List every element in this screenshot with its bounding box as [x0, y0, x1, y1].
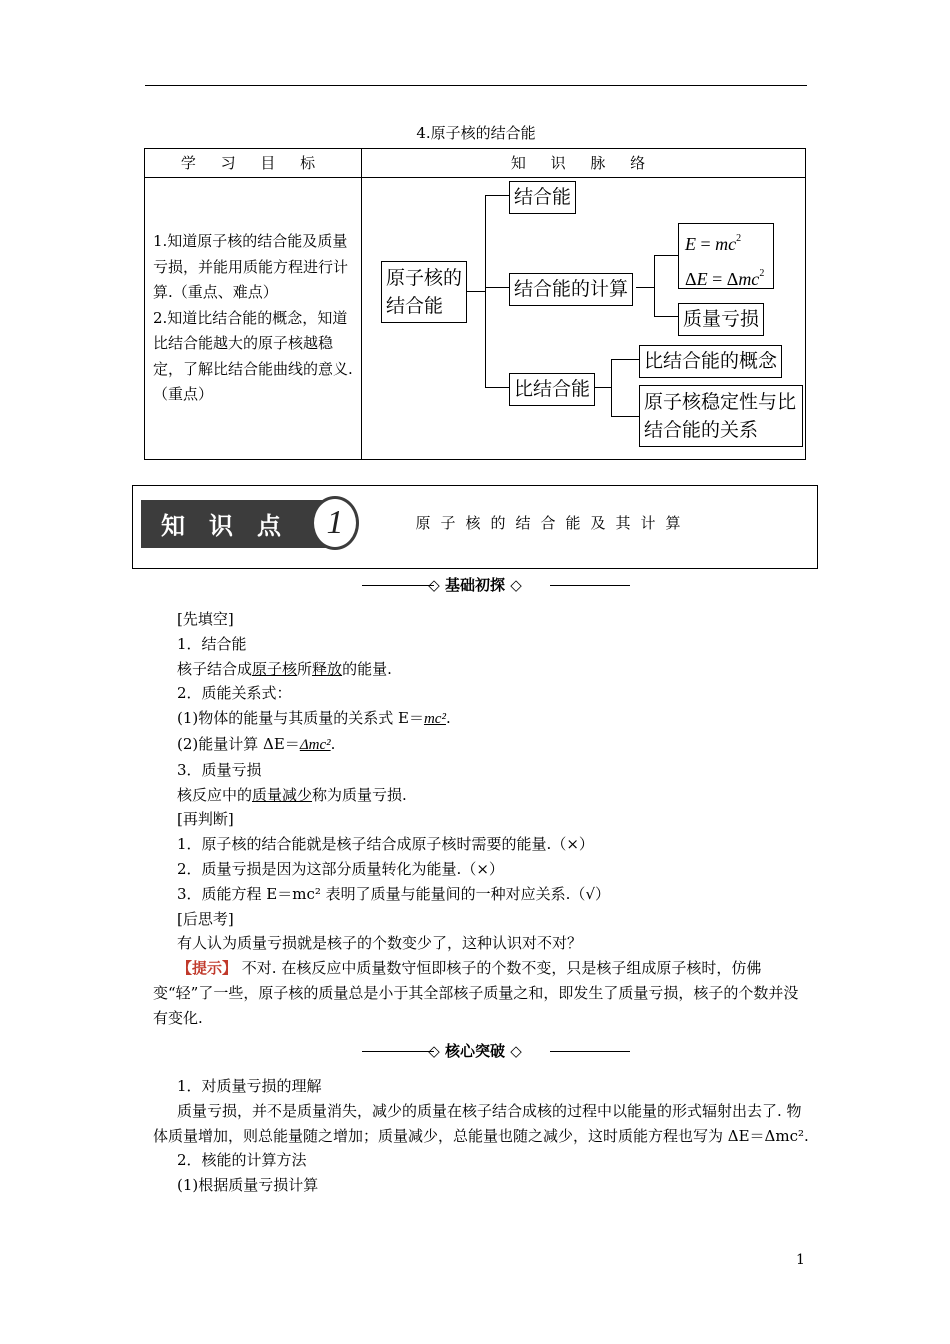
paragraph: 质量亏损，并不是质量消失，减少的质量在核子结合成核的过程中以能量的形式辐射出去了. 物体质量增加，则总能量随之增加；质量减少，总能量也随之减少，这时质能方程也写为 ΔE＝Δmc². [153, 1101, 809, 1145]
connector [485, 195, 486, 387]
judge-item: 2．质量亏损是因为这部分质量转化为能量.（×） [177, 859, 504, 878]
section-title: ◇ 基础初探 ◇ [428, 576, 522, 594]
formula-line: (1)物体的能量与其质量的关系式 E＝mc². [177, 709, 451, 728]
mindmap-branch-calculation: 结合能的计算 [509, 273, 633, 306]
fill-label: [先填空] [177, 610, 234, 628]
formula-delta: ΔE = Δmc$^2$ [685, 268, 765, 289]
objectives-table [144, 148, 806, 460]
header-objectives: 学 习 目 标 [180, 154, 326, 172]
item-title: 2．质能关系式： [177, 684, 292, 703]
objectives-list [153, 229, 357, 408]
item-title: 1．结合能 [177, 634, 247, 653]
definition-line: 核子结合成原子核所释放的能量. [177, 659, 392, 678]
connector [611, 416, 639, 417]
item-title: 3．质量亏损 [177, 760, 262, 779]
knowledge-point-banner [132, 485, 818, 569]
connector [654, 316, 678, 317]
mindmap-leaf-stability: 原子核稳定性与比结合能的关系 [639, 385, 803, 447]
connector [595, 387, 611, 388]
think-label: [后思考] [177, 909, 234, 928]
connector [467, 291, 485, 292]
formula-mass-energy: $E = mc^2$ [685, 233, 742, 254]
section-basics-body [153, 607, 813, 1031]
badge-label: 知识点 [161, 512, 305, 540]
connector [611, 359, 639, 360]
connector [611, 359, 612, 417]
connector [636, 287, 654, 288]
table-column-divider [361, 149, 362, 459]
page-number: 1 [796, 1252, 805, 1268]
connector [654, 255, 678, 256]
mindmap-root: 原子核的结合能 [381, 261, 467, 323]
section-header-core [280, 1040, 670, 1064]
section-header-basics [280, 574, 670, 598]
mindmap-leaf-mass-defect: 质量亏损 [678, 303, 764, 336]
item-title: 1．对质量亏损的理解 [177, 1077, 322, 1095]
item-title: 2．核能的计算方法 [177, 1151, 307, 1170]
mindmap-branch-binding-energy: 结合能 [509, 181, 576, 214]
mindmap-branch-specific: 比结合能 [509, 373, 595, 406]
objective-2: 2.知道比结合能的概念，知道比结合能越大的原子核越稳定，了解比结合能曲线的意义.（重点） [153, 308, 353, 403]
judge-item: 3．质能方程 E＝mc² 表明了质量与能量间的一种对应关系.（√） [177, 884, 610, 903]
connector [485, 287, 509, 288]
sub-item: (1)根据质量亏损计算 [177, 1176, 319, 1195]
hint-text: 不对. 在核反应中质量数守恒即核子的个数不变，只是核子组成原子核时，仿佛变“轻”了一些，原子核的质量总是小于其全部核子质量之和，即发生了质量亏损，核子的个数并没有变化. [153, 959, 799, 1027]
banner-title: 原子核的结合能及其计算 [415, 514, 691, 532]
knowledge-point-badge [141, 500, 344, 548]
hint-paragraph [153, 956, 813, 1030]
section-title: ◇ 核心突破 ◇ [428, 1042, 522, 1060]
hint-label: 【提示】 [177, 959, 238, 978]
mindmap-leaf-concept: 比结合能的概念 [639, 345, 782, 378]
formula-line: (2)能量计算 ΔE＝Δmc². [177, 734, 336, 753]
page-title: 4.原子核的结合能 [416, 124, 536, 142]
mindmap-formula-box [678, 223, 774, 289]
connector [485, 195, 509, 196]
header-rule [145, 85, 807, 86]
judge-label: [再判断] [177, 810, 234, 829]
objective-1: 1.知道原子核的结合能及质量亏损，并能用质能方程进行计算.（重点、难点） [153, 232, 349, 301]
header-knowledge: 知 识 脉 络 [510, 154, 656, 172]
section-core-body [153, 1074, 813, 1198]
badge-number: 1 [311, 496, 359, 550]
connector [485, 387, 509, 388]
definition-line: 核反应中的质量减少称为质量亏损. [177, 785, 407, 804]
question: 有人认为质量亏损就是核子的个数变少了，这种认识对不对？ [177, 934, 583, 953]
connector [654, 255, 655, 317]
judge-item: 1．原子核的结合能就是核子结合成原子核时需要的能量.（×） [177, 835, 594, 854]
